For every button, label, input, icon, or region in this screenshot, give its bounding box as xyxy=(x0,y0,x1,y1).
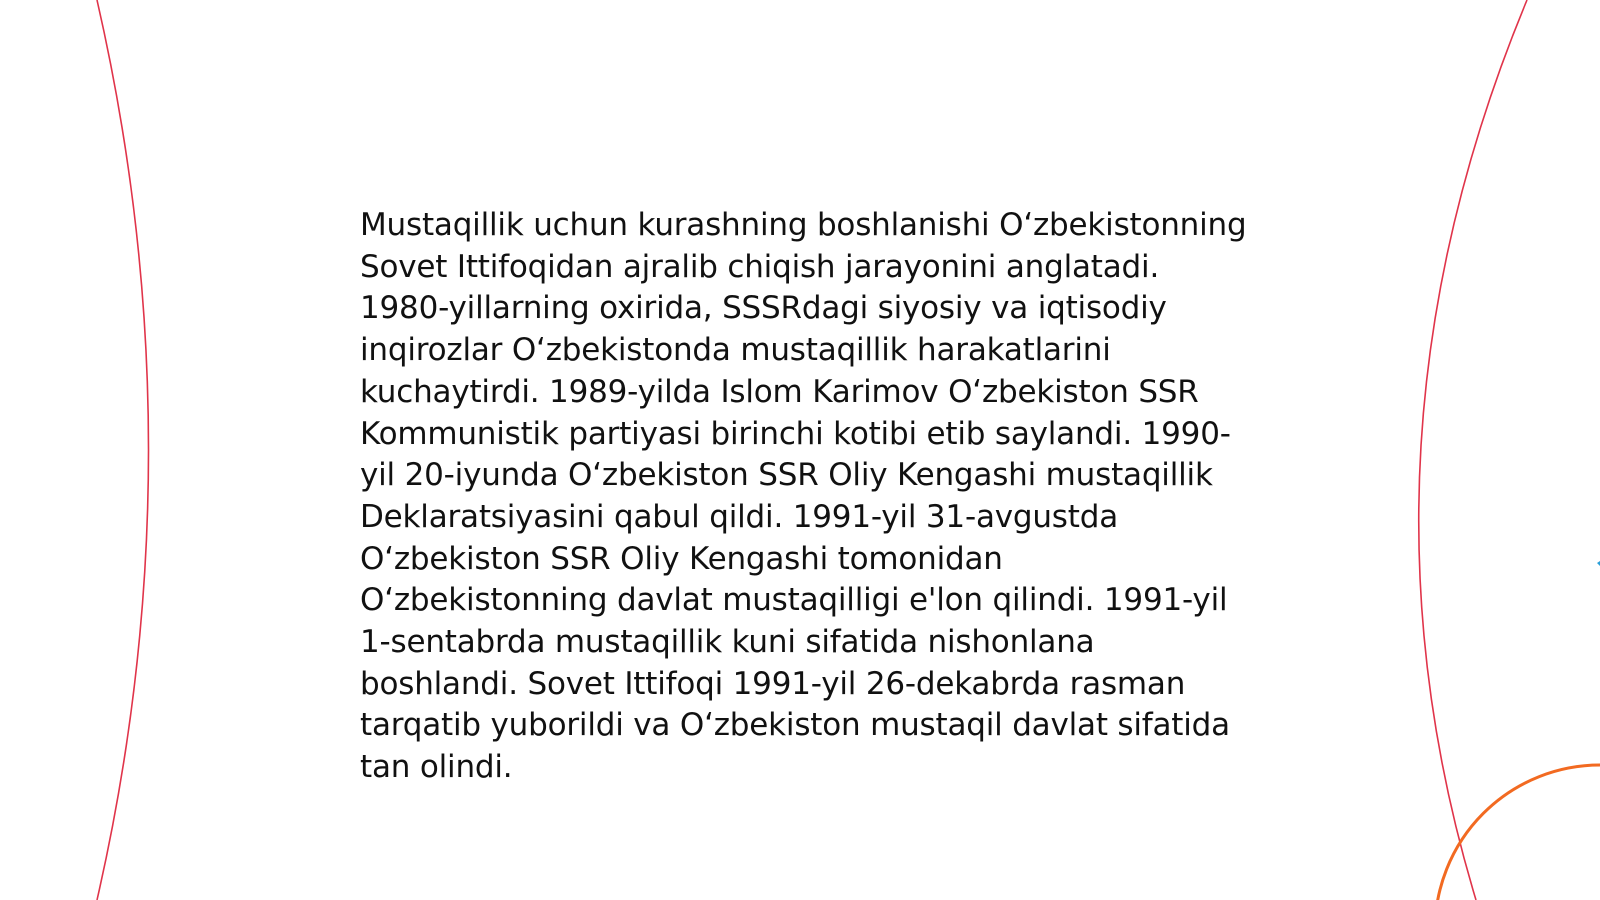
bottom-right-orange-arc xyxy=(1435,765,1600,900)
left-red-curve xyxy=(97,0,149,900)
slide-body-text: Mustaqillik uchun kurashning boshlanishi O‘zbekistonning Sovet Ittifoqidan ajralib chiqish jarayonini anglatadi. 1980-yillarning oxirida, SSSRdagi siyosiy va iqtisodiy inqirozlar O‘zbekistonda mustaqillik harakatlarini kuchaytirdi. 1989-yilda Islom Karimov O‘zbekiston SSR Kommunistik partiyasi birinchi kotibi etib saylandi. 1990-yil 20-iyunda O‘zbekiston SSR Oliy Kengashi mustaqillik Deklaratsiyasini qabul qildi. 1991-yil 31-avgustda O‘zbekiston SSR Oliy Kengashi tomonidan O‘zbekistonning davlat mustaqilligi e'lon qilindi. 1991-yil 1-sentabrda mustaqillik kuni sifatida nishonlana boshlandi. Sovet Ittifoqi 1991-yil 26-dekabrda rasman tarqatib yuborildi va O‘zbekiston mustaqil davlat sifatida tan olindi. xyxy=(360,207,1247,786)
right-red-curve xyxy=(1419,0,1527,900)
